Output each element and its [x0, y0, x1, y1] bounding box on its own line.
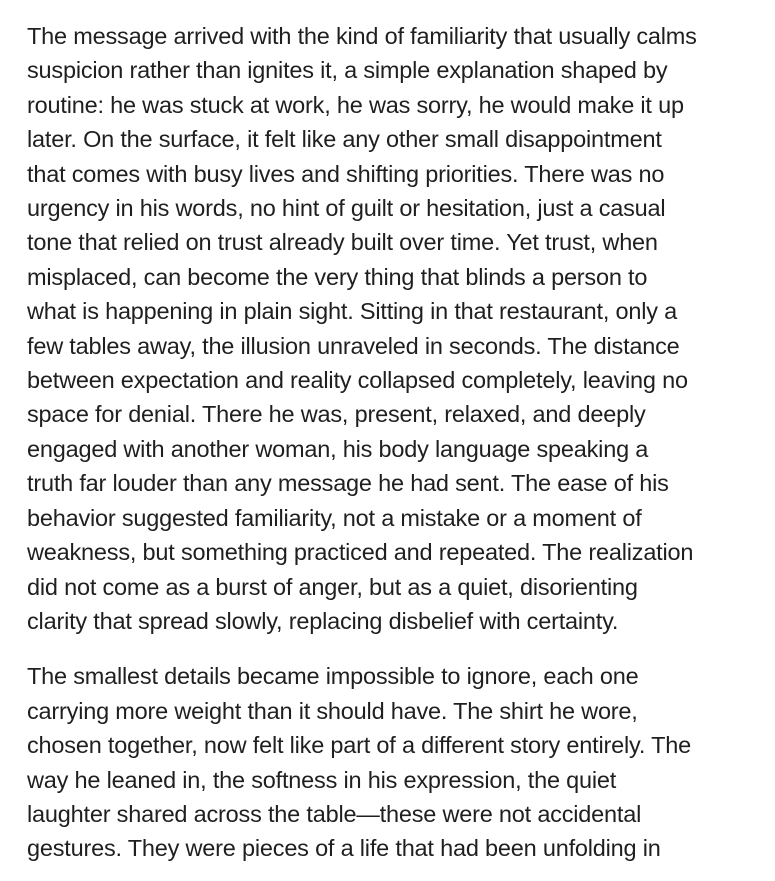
- paragraph-1: The message arrived with the kind of familiarity that usually calms suspicion rather than ignites it, a simple explanation shaped by routine: he was stuck at work, he was sorry, he would make it up later. On the surface, it felt like any other small disappointment that comes with busy lives and shifting priorities. There was no urgency in his words, no hint of guilt or hesitation, just a casual tone that relied on trust already built over time. Yet trust, when misplaced, can become the very thing that blinds a person to what is happening in plain sight. Sitting in that restaurant, only a few tables away, the illusion unraveled in seconds. The distance between expectation and reality collapsed completely, leaving no space for denial. There he was, present, relaxed, and deeply engaged with another woman, his body language speaking a truth far louder than any message he had sent. The ease of his behavior suggested familiarity, not a mistake or a moment of weakness, but something practiced and repeated. The realization did not come as a burst of anger, but as a quiet, disorienting clarity that spread slowly, replacing disbelief with certainty.: [27, 23, 697, 634]
- article-body: [27, 19, 762, 866]
- paragraph-2: The smallest details became impossible to ignore, each one carrying more weight than it should have. The shirt he wore, chosen together, now felt like part of a different story entirely. The way he leaned in, the softness in his expression, the quiet laughter shared across the table—these were not accidental gestures. They were pieces of a life that had been unfolding in: [27, 663, 691, 862]
